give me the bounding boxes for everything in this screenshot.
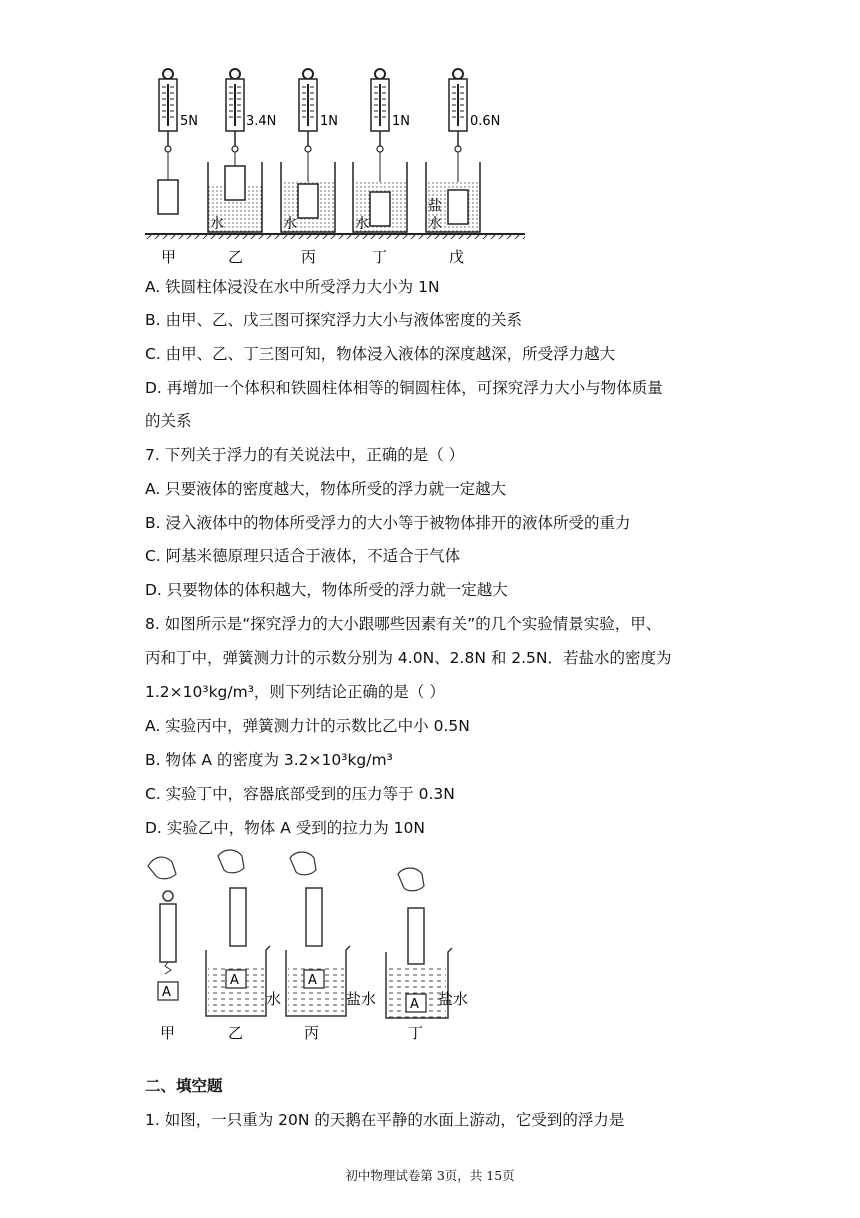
object-a-ding: A [410,997,419,1012]
q8-stem-line-1: 8. 如图所示是“探究浮力的大小跟哪些因素有关”的几个实验情景实验，甲、 [145,615,662,633]
liquid-label-yi-2: 水 [266,990,282,1008]
q6-option-a: A. 铁圆柱体浸没在水中所受浮力大小为 1N [145,278,440,296]
setup-yi [206,850,281,1042]
reading-wu: 0.6N [470,114,501,129]
reading-yi: 3.4N [246,114,277,129]
q8-stem-line-2: 丙和丁中，弹簧测力计的示数分别为 4.0N、2.8N 和 2.5N．若盐水的密度为 [145,649,672,667]
q6-option-d-cont: 的关系 [145,412,192,430]
reading-bing: 1N [320,114,338,129]
liquid-label-ding: 水 [355,216,369,232]
section-title: 二、填空题 [145,1077,223,1095]
panel-label-jia-2: 甲 [160,1024,176,1042]
q7-option-d: D. 只要物体的体积越大，物体所受的浮力就一定越大 [145,581,508,599]
q6-option-d: D. 再增加一个体积和铁圆柱体相等的铜圆柱体，可探究浮力大小与物体质量 [145,379,663,397]
q6-option-b: B. 由甲、乙、戊三图可探究浮力大小与液体密度的关系 [145,311,522,329]
object-a-jia: A [162,985,171,1000]
q7-stem: 7. 下列关于浮力的有关说法中，正确的是（ ） [145,446,465,464]
figure-spring-scales [140,62,530,270]
liquid-label-wu-1: 盐 [428,198,442,214]
fill-q1: 1. 如图，一只重为 20N 的天鹅在平静的水面上游动，它受到的浮力是 [145,1111,625,1129]
panel-label-yi-2: 乙 [228,1024,244,1042]
panel-label-bing-2: 丙 [304,1024,320,1042]
liquid-label-bing-2: 盐水 [346,990,377,1008]
panel-label-wu: 戊 [449,248,465,266]
q8-option-d: D. 实验乙中，物体 A 受到的拉力为 10N [145,819,425,837]
setup-ding [386,868,468,1042]
reading-jia: 5N [180,114,198,129]
liquid-label-ding-2: 盐水 [438,990,469,1008]
panel-label-ding: 丁 [372,248,388,266]
page-footer: 初中物理试卷第 3页，共 15页 [345,1168,515,1183]
panel-label-jia: 甲 [161,248,177,266]
object-a-bing: A [308,973,317,988]
scale-yi [208,69,262,232]
liquid-label-wu-2: 水 [428,216,442,232]
scale-jia [158,69,178,214]
scale-bing [281,69,335,232]
liquid-label-bing: 水 [283,216,297,232]
reading-ding: 1N [392,114,410,129]
panel-label-bing: 丙 [301,248,317,266]
q7-option-c: C. 阿基米德原理只适合于液体，不适合于气体 [145,547,461,565]
q8-option-a: A. 实验丙中，弹簧测力计的示数比乙中小 0.5N [145,717,470,735]
q7-option-a: A. 只要液体的密度越大，物体所受的浮力就一定越大 [145,480,507,498]
q7-option-b: B. 浸入液体中的物体所受浮力的大小等于被物体排开的液体所受的重力 [145,514,631,532]
setup-bing [286,852,376,1042]
setup-jia [148,857,178,1042]
q8-stem-line-3: 1.2×10³kg/m³，则下列结论正确的是（ ） [145,683,445,701]
panel-label-yi: 乙 [228,248,244,266]
figure-buoyancy-experiment [140,846,500,1046]
liquid-label-yi: 水 [210,216,224,232]
panel-label-ding-2: 丁 [408,1024,424,1042]
q8-option-c: C. 实验丁中，容器底部受到的压力等于 0.3N [145,785,455,803]
q6-option-c: C. 由甲、乙、丁三图可知，物体浸入液体的深度越深，所受浮力越大 [145,345,616,363]
object-a-yi: A [230,973,239,988]
scale-ding [353,69,407,232]
q8-option-b: B. 物体 A 的密度为 3.2×10³kg/m³ [145,751,393,769]
